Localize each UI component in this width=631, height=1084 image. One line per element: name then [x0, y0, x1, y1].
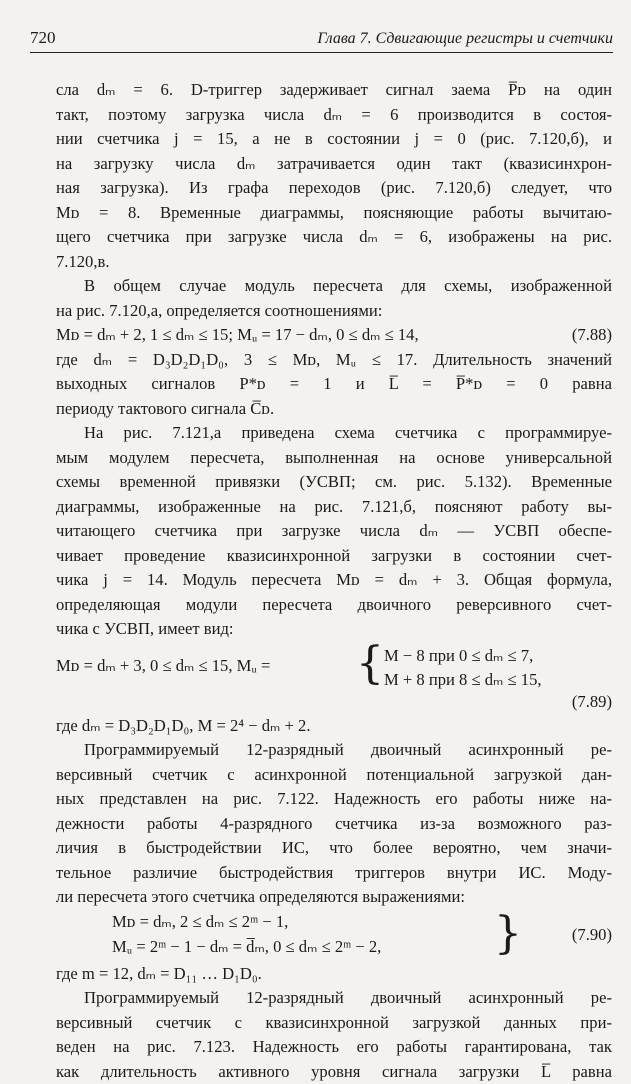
equation-lhs: Mᴅ = dₘ + 3, 0 ≤ dₘ ≤ 15, Mᵤ = — [56, 654, 270, 679]
page-header — [30, 26, 613, 53]
equation-number: (7.90) — [572, 923, 612, 948]
equation-case-2: M + 8 при 8 ≤ dₘ ≤ 15, — [384, 668, 542, 693]
equation-7-90 — [56, 910, 612, 962]
body-text — [56, 78, 612, 1084]
paragraph-5 — [56, 714, 612, 739]
right-brace-glyph: } — [494, 912, 522, 956]
text-line: сла dₘ = 6. D-триггер задерживает сигнал заема P̅ᴅ на один — [56, 78, 612, 103]
text-line: на загрузку числа dₘ затрачивается один такт (квазисинхрон- — [56, 152, 612, 177]
text-line: чика j = 14. Модуль пересчета Mᴅ = dₘ + 3. Общая формула, — [56, 568, 612, 593]
equation-7-89 — [56, 642, 612, 714]
text-line: мым модулем пересчета, выполненная на основе универсальной — [56, 446, 612, 471]
text-line: веден на рис. 7.123. Надежность его работы гарантирована, так — [56, 1035, 612, 1060]
text-line: 7.120,в. — [56, 250, 612, 275]
equation-case-1: M − 8 при 0 ≤ dₘ ≤ 7, — [384, 644, 533, 669]
text-line: где dₘ = D₃D₂D₁D₀, 3 ≤ Mᴅ, Mᵤ ≤ 17. Длительность значений — [56, 348, 612, 373]
text-line: определяющая модули пересчета двоичного реверсивного счет- — [56, 593, 612, 618]
equation-number: (7.89) — [572, 690, 612, 715]
text-line: периоду тактового сигнала C̅ᴅ. — [56, 397, 612, 422]
paragraph-2 — [56, 274, 612, 323]
text-line: На рис. 7.121,а приведена схема счетчика с программируе- — [56, 421, 612, 446]
text-line: тельное различие быстродействия триггеров внутри ИС. Моду- — [56, 861, 612, 886]
text-line: дежности работы 4-разрядного счетчика из-за возможного раз- — [56, 812, 612, 837]
text-line: диаграммы, изображенные на рис. 7.121,б, поясняют работу вы- — [56, 495, 612, 520]
text-line: где m = 12, dₘ = D₁₁ … D₁D₀. — [56, 962, 612, 987]
text-line: Mᴅ = 8. Временные диаграммы, поясняющие работы вычитаю- — [56, 201, 612, 226]
page-number: 720 — [30, 28, 56, 48]
paragraph-4 — [56, 421, 612, 642]
equation-line-1: Mᴅ = dₘ, 2 ≤ dₘ ≤ 2ᵐ − 1, — [112, 910, 288, 935]
paragraph-1 — [56, 78, 612, 274]
paragraph-7 — [56, 962, 612, 987]
text-line: Программируемый 12-разрядный двоичный асинхронный ре- — [56, 986, 612, 1011]
text-line: как длительность активного уровня сигнала загрузки L̅ равна — [56, 1060, 612, 1084]
text-line: Программируемый 12-разрядный двоичный асинхронный ре- — [56, 738, 612, 763]
text-line: такт, поэтому загрузка числа dₘ = 6 производится в состоя- — [56, 103, 612, 128]
paragraph-8 — [56, 986, 612, 1084]
text-line: ная загрузка). Из графа переходов (рис. 7.120,б) следует, что — [56, 176, 612, 201]
text-line: ных представлен на рис. 7.122. Надежность его работы ниже на- — [56, 787, 612, 812]
text-line: где dₘ = D₃D₂D₁D₀, M = 2⁴ − dₘ + 2. — [56, 714, 612, 739]
paragraph-3 — [56, 348, 612, 422]
text-line: личия в быстродействии ИС, что более вероятно, чем значи- — [56, 836, 612, 861]
left-brace-glyph: { — [356, 642, 384, 686]
text-line: на рис. 7.120,а, определяется соотношениями: — [56, 299, 612, 324]
equation-text: Mᴅ = dₘ + 2, 1 ≤ dₘ ≤ 15; Mᵤ = 17 − dₘ, 0 ≤ dₘ ≤ 14, — [56, 323, 419, 348]
text-line: схемы временной привязки (УСВП; см. рис. 5.132). Временные — [56, 470, 612, 495]
equation-7-88 — [56, 323, 612, 348]
paragraph-6 — [56, 738, 612, 910]
text-line: чивает проведение квазисинхронной загрузки в состоянии счет- — [56, 544, 612, 569]
text-line: щего счетчика при загрузке числа dₘ = 6, изображены на рис. — [56, 225, 612, 250]
text-line: В общем случае модуль пересчета для схемы, изображенной — [56, 274, 612, 299]
text-line: версивный счетчик с асинхронной потенциальной загрузкой дан- — [56, 763, 612, 788]
equation-line-2: Mᵤ = 2ᵐ − 1 − dₘ = d̅ₘ, 0 ≤ dₘ ≤ 2ᵐ − 2, — [112, 935, 381, 960]
text-line: нии счетчика j = 15, а не в состоянии j = 0 (рис. 7.120,б), и — [56, 127, 612, 152]
text-line: читающего счетчика при загрузке числа dₘ — УСВП обеспе- — [56, 519, 612, 544]
running-title: Глава 7. Сдвигающие регистры и счетчики — [317, 30, 613, 48]
equation-number: (7.88) — [572, 323, 612, 348]
text-line: выходных сигналов P*ᴅ = 1 и L̅ = P̅*ᴅ = 0 равна — [56, 372, 612, 397]
text-line: чика с УСВП, имеет вид: — [56, 617, 612, 642]
text-line: версивный счетчик с квазисинхронной загрузкой данных при- — [56, 1011, 612, 1036]
text-line: ли пересчета этого счетчика определяются выражениями: — [56, 885, 612, 910]
